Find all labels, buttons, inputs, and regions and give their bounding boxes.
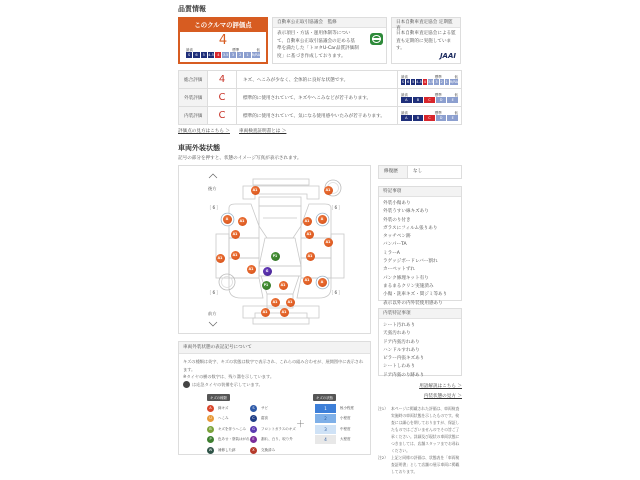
jaai-card	[391, 17, 461, 64]
damage-marker[interactable]: P1	[271, 252, 280, 261]
score-guide-link[interactable]: 評価点の見方はこちら ＞	[178, 129, 230, 134]
note-item: ミラーA	[383, 250, 400, 256]
exterior-section-title: 車両外装状態	[178, 144, 220, 152]
damage-type-icon: G	[250, 426, 257, 433]
special-notes-list	[379, 197, 461, 311]
evaluation-desc: 標準的に使用されていて、気になる使用感やいたみが若干あります。	[237, 107, 398, 125]
evaluation-row-exterior	[179, 89, 462, 107]
damage-level-badge: 2	[315, 414, 336, 423]
damage-marker[interactable]: A1	[271, 298, 280, 307]
note-item: まるまるクリン実施済み	[383, 283, 434, 289]
evaluation-grade: C	[208, 107, 237, 125]
note-item: ハンドルすれあり	[383, 347, 420, 353]
damage-level-badge: 1	[315, 404, 336, 413]
repair-history-label: 修復歴	[379, 166, 408, 178]
scale-cell: A	[401, 115, 412, 121]
note-item: タッチペン跡	[383, 234, 411, 240]
inspector-cert-link[interactable]: 車両検査証明書とは ＞	[239, 129, 287, 134]
damage-marker[interactable]: A1	[303, 217, 312, 226]
damage-level-item	[315, 403, 354, 414]
scale-cell: S	[401, 79, 405, 84]
damage-level-item	[315, 424, 354, 435]
damage-marker[interactable]: A1	[216, 254, 225, 263]
scale-label-high: 最高	[401, 74, 408, 79]
evaluation-row-interior	[179, 107, 462, 125]
scale-cell: C	[424, 97, 435, 103]
damage-marker[interactable]: A1	[251, 186, 260, 195]
damage-marker[interactable]: A1	[231, 251, 240, 260]
damage-type-icon: B	[207, 426, 214, 433]
damage-level-label: 大程度	[340, 437, 351, 442]
legend-title: 車両外装状態の表記記号について	[179, 342, 370, 354]
scale-label-high: 最高	[401, 92, 408, 97]
scale-cell: 6	[407, 79, 410, 84]
damage-type-icon: P	[207, 436, 214, 443]
damage-level-badge: 4	[315, 435, 336, 444]
toyota-ucar-logo-icon	[370, 33, 383, 45]
damage-type-list-left	[207, 403, 250, 456]
legend-item	[207, 445, 250, 456]
scale-cell: 2	[237, 52, 243, 58]
scale-label-standard: 標準	[434, 92, 442, 97]
damage-type-icon: X	[250, 447, 257, 454]
legend-item	[250, 403, 296, 414]
note-item: 外装うすい線キズあり	[383, 209, 429, 215]
scale-cell: 6	[193, 52, 199, 58]
scale-cell: B	[413, 97, 424, 103]
note-item: 小傷・洗車キズ・間ジミ等あり	[383, 292, 448, 298]
interior-guide-link[interactable]: 内装状態の見方 ＞	[423, 394, 462, 399]
note-item: 天張汚れあり	[383, 331, 411, 337]
evaluation-label: 内装評価	[179, 107, 208, 125]
note-item: 外装のり付き	[383, 217, 411, 223]
scale-cell: E	[447, 97, 458, 103]
scale-label-standard: 標準	[434, 110, 442, 115]
spare-tire-note: は応急タイヤの装備を示しています。	[192, 381, 263, 387]
scale-cell: D	[436, 97, 447, 103]
scale-cell: 3.5	[427, 79, 434, 84]
score-card-header: このクルマの評価点	[180, 19, 266, 32]
scale-label-high: 最高	[401, 110, 408, 115]
legend-item-label: 補修した跡	[218, 447, 236, 452]
tire-depth-label-rr: ［ 6 ］	[329, 205, 343, 210]
scale-cell: R/RA	[449, 79, 458, 84]
evaluation-table	[178, 70, 462, 125]
legend-item-label: 交換済み	[261, 447, 275, 452]
footnotes	[378, 405, 462, 475]
exterior-scale-bar	[401, 97, 458, 103]
damage-type-icon: E	[250, 436, 257, 443]
evaluation-scale	[398, 89, 462, 107]
damage-marker[interactable]: A	[318, 278, 327, 287]
legend-item-label: 線キズ	[218, 405, 229, 410]
scale-cell: 1	[244, 52, 250, 58]
legend-item	[250, 424, 296, 435]
legend-item-label: 割れ、凸り、取り外	[261, 437, 293, 442]
evaluation-desc: キズ、へこみが少なく、全体的に良好な状態です。	[237, 71, 398, 89]
legend-item	[207, 403, 250, 414]
scale-cell: 4	[215, 52, 221, 58]
damage-marker[interactable]: A1	[306, 252, 315, 261]
interior-notes-card	[378, 308, 462, 376]
legend-item-label: へこみ	[218, 416, 229, 421]
damage-type-icon: W	[208, 447, 213, 452]
rear-direction-label: 後方	[208, 186, 217, 191]
evaluation-desc: 標準的に使用されていて、キズやへこみなどが若干あります。	[237, 89, 398, 107]
scale-cell: 5	[412, 79, 415, 84]
note-item: シート汚れあり	[383, 323, 416, 328]
damage-level-list	[315, 403, 354, 445]
overall-score: 4	[218, 33, 228, 48]
legend-item	[207, 424, 250, 435]
plus-icon: ＋	[296, 420, 306, 430]
legend-line-2: ※タイヤの横の数字は、残り溝を示しています。	[183, 374, 275, 380]
repair-history-card	[378, 165, 462, 179]
legend-line-1: キズの種類は英字、キズの状態は数字で表示され、これらの組み合わせが、展開図中に表示されます。	[183, 359, 364, 372]
damage-marker[interactable]: A1	[280, 308, 289, 317]
interior-notes-title: 内装特記事項	[379, 309, 461, 319]
damage-type-icon: A	[207, 405, 214, 412]
note-item: ドア内張のり跡あり	[383, 372, 425, 378]
scale-label-low: 低	[454, 74, 458, 79]
damage-marker[interactable]: A1	[261, 308, 270, 317]
footnote-mark: 注2）	[378, 455, 389, 460]
scale-cell: S	[186, 52, 192, 58]
damage-marker[interactable]: G	[263, 267, 272, 276]
scale-cell: R/RA	[251, 53, 260, 57]
damage-type-list-right	[250, 403, 296, 456]
repair-history-value: なし	[413, 169, 423, 174]
damage-marker[interactable]: A	[223, 215, 232, 224]
jaai-card-body: 日本自動車査定協会による監査も定期的に実施しています。	[396, 31, 456, 51]
scale-cell: 4	[423, 79, 426, 84]
damage-marker[interactable]: A1	[279, 281, 288, 290]
evaluation-grade: C	[208, 89, 237, 107]
tire-depth-label-rl: ［ 6 ］	[207, 205, 221, 210]
legend-item	[207, 435, 250, 446]
damage-type-icon: U	[207, 415, 214, 422]
scale-cell: A	[401, 97, 412, 103]
glossary-link[interactable]: 用語解説はこちら ＞	[419, 384, 462, 389]
legend-card	[178, 341, 371, 455]
score-card	[178, 17, 268, 64]
jaai-logo: JAAI	[439, 52, 456, 60]
supervisor-card-body: 表示項目・方法・運用体制等について、自動車公正取引協議会の定める基準を満たした「トヨタU-Car品質評価制度」に基づき作成しております。	[277, 31, 359, 59]
footnote	[378, 405, 462, 454]
legend-item-label: フロントガラスのキズ	[261, 426, 296, 431]
damage-level-tag: キズの状態	[313, 394, 336, 401]
overall-scale-bar	[401, 79, 458, 85]
tire-depth-label-fl: ［ 6 ］	[207, 290, 221, 295]
evaluation-grade: 4	[208, 71, 237, 89]
legend-item-label: 腐食	[261, 416, 268, 421]
scale-cell: 4.5	[416, 79, 422, 84]
damage-level-label: 極小程度	[340, 405, 354, 410]
damage-marker[interactable]: A1	[231, 230, 240, 239]
legend-item-label: 色あせ・塗装はがれ	[218, 437, 250, 442]
note-item: シートしわあり	[383, 364, 416, 370]
damage-type-icon: C	[250, 415, 257, 422]
note-item: ラゲッジボードレバー割れ	[383, 259, 438, 265]
note-item: 表示以外の内外装使用感あり	[383, 300, 443, 306]
scale-cell: 3.5	[222, 53, 229, 57]
damage-level-label: 小程度	[340, 416, 351, 421]
supervisor-card	[272, 17, 387, 64]
legend-item	[250, 445, 296, 456]
scale-cell: 5	[201, 52, 207, 58]
score-scale	[186, 52, 260, 58]
scale-label-standard: 標準	[232, 48, 240, 52]
damage-marker[interactable]: A1	[303, 276, 312, 285]
legend-item	[250, 414, 296, 425]
damage-type-tag: キズの種類	[207, 394, 230, 401]
legend-item-label: キズを伴うへこみ	[218, 426, 246, 431]
evaluation-row-overall	[179, 71, 462, 89]
evaluation-scale	[398, 71, 462, 89]
front-direction-label: 前方	[208, 311, 217, 316]
damage-marker[interactable]: A1	[324, 238, 333, 247]
special-notes-card	[378, 186, 462, 306]
damage-level-badge: 3	[315, 425, 336, 434]
scale-label-high: 最高	[186, 48, 193, 52]
legend-item	[207, 414, 250, 425]
damage-marker[interactable]: A	[318, 215, 327, 224]
interior-notes-list	[379, 319, 461, 383]
supervisor-card-header: 自動車公正取引協議会 監修	[273, 18, 386, 28]
exterior-subtitle: 記号の部分を押すと、状態のイメージ写真が表示されます。	[178, 156, 302, 161]
damage-level-item	[315, 435, 354, 446]
exterior-diagram	[178, 165, 371, 334]
footnote	[378, 454, 462, 475]
damage-marker[interactable]: A1	[247, 265, 256, 274]
footnote-mark: 注1）	[378, 406, 389, 411]
jaai-card-header: 日本自動車査定協会 定期監査	[392, 18, 460, 28]
note-item: バンパーTA	[383, 242, 407, 248]
footnote-text: 上記と同様の評価は、状態表を「車両検査証明書」として店舗の展示車両に掲載しております。	[391, 455, 460, 474]
scale-cell: 3	[435, 79, 438, 84]
damage-marker[interactable]: A1	[238, 217, 247, 226]
note-item: ガラスにフィルム張りあり	[383, 225, 438, 231]
scale-cell: 1	[445, 79, 448, 84]
scale-cell: C	[424, 115, 435, 121]
scale-cell: E	[447, 115, 458, 121]
spare-tire-icon	[183, 381, 190, 388]
damage-marker[interactable]: A1	[305, 230, 314, 239]
note-item: パンク修理キット有り	[383, 275, 429, 281]
note-item: ピラー内張キズあり	[383, 356, 425, 362]
interior-scale-bar	[401, 115, 458, 121]
damage-marker[interactable]: P1	[262, 281, 271, 290]
footnote-text: 本ページに掲載された評価は、車両検査実施時の車両状態を示したものです。検査には細心を期しておりますが、保証したものではございませんのでその旨ご了承ください。詳細及び現状の車両状態につきましては、店舗スタッフまでお尋ねください。	[391, 406, 460, 453]
special-notes-title: 特記事項	[379, 187, 461, 197]
evaluation-label: 総合評価	[179, 71, 208, 89]
legend-item-label: サビ	[261, 405, 268, 410]
evaluation-label: 外装評価	[179, 89, 208, 107]
scale-cell: 2	[440, 79, 443, 84]
damage-marker[interactable]: A1	[286, 298, 295, 307]
evaluation-scale	[398, 107, 462, 125]
damage-marker[interactable]: A1	[324, 186, 333, 195]
note-item: カーペットずれ	[383, 267, 416, 273]
scale-cell: B	[413, 115, 424, 121]
damage-level-item	[315, 414, 354, 425]
note-item: ドア内張汚れあり	[383, 339, 420, 345]
scale-cell: D	[436, 115, 447, 121]
quality-section-title: 品質情報	[178, 5, 206, 13]
scale-label-standard: 標準	[434, 74, 442, 79]
scale-label-low: 低	[256, 48, 260, 52]
scale-label-low: 低	[454, 110, 458, 115]
damage-type-icon: S	[250, 405, 257, 412]
scale-cell: 3	[230, 52, 236, 58]
damage-level-label: 中程度	[340, 426, 351, 431]
legend-item	[250, 435, 296, 446]
scale-cell: 4.5	[208, 53, 214, 57]
note-item: 外装小傷あり	[383, 201, 411, 206]
tire-depth-label-fr: ［ 6 ］	[329, 290, 343, 295]
scale-label-low: 低	[454, 92, 458, 97]
